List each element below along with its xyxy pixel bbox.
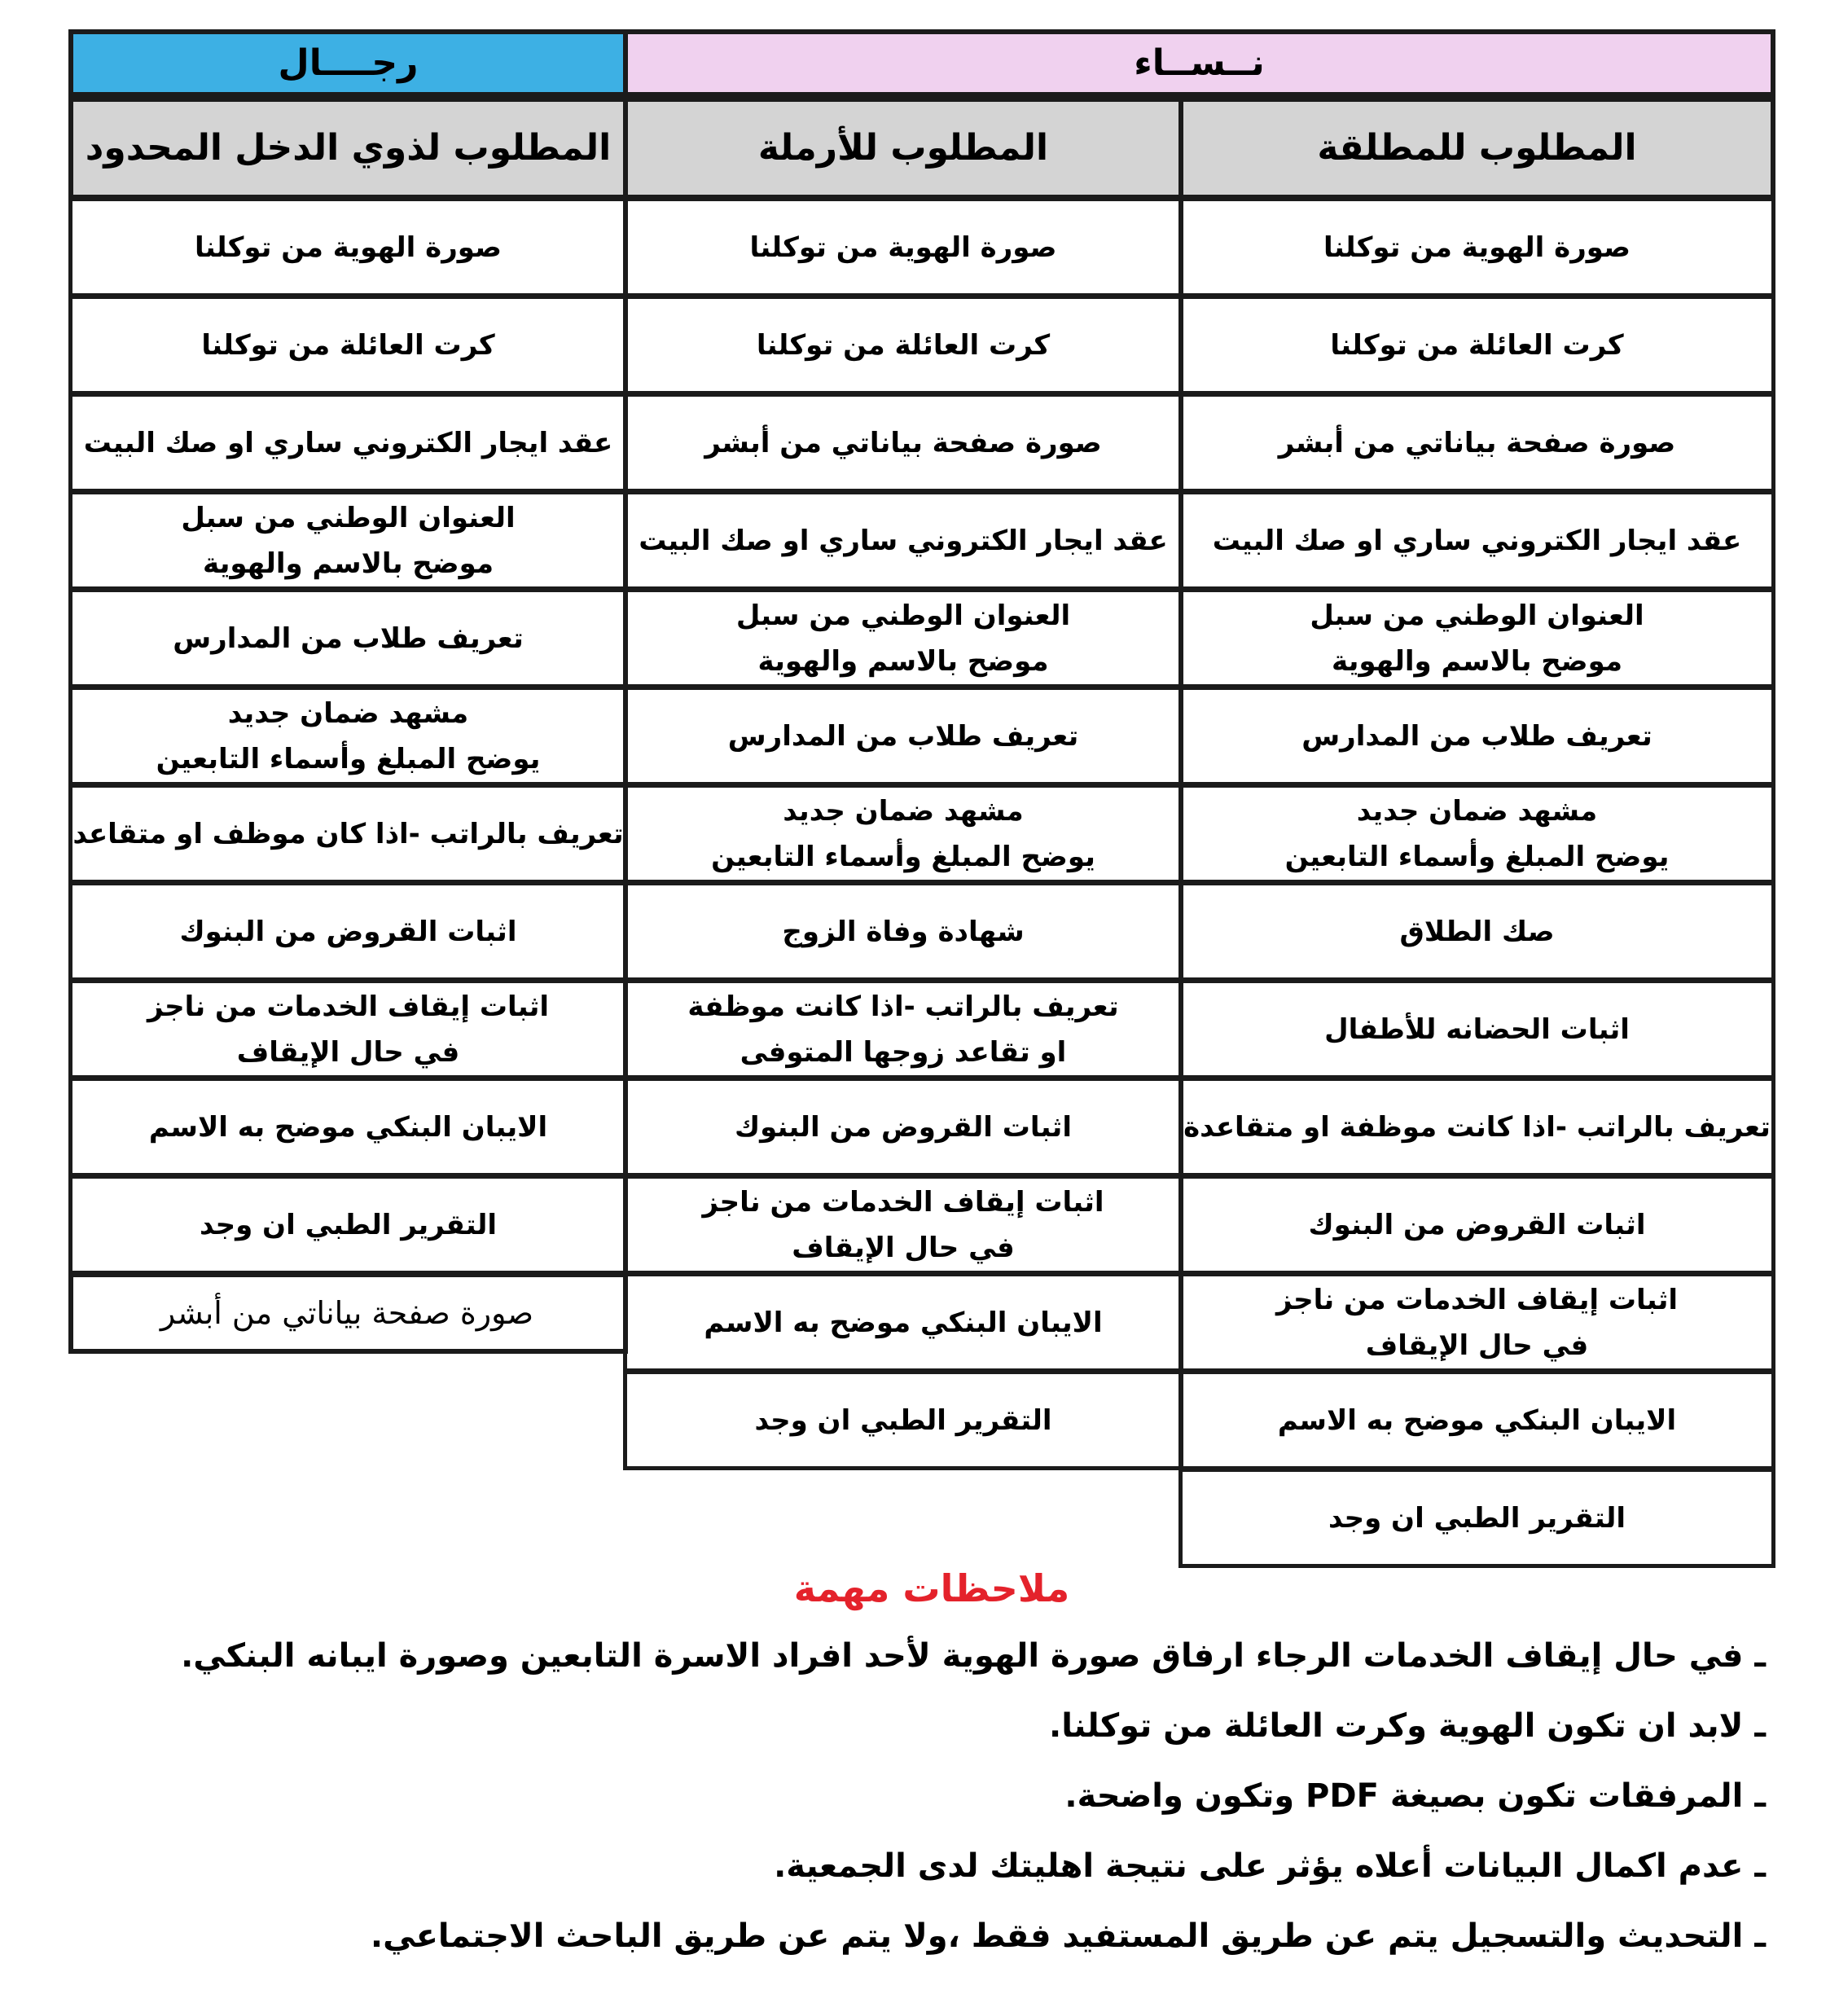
requirement-text: يوضح المبلغ وأسماء التابعين (1284, 840, 1670, 873)
note-item: ـ لابد ان تكون الهوية وكرت العائلة من توكلنا. (1049, 1707, 1766, 1745)
widow-requirement-row (623, 588, 1183, 688)
requirement-text: اثبات إيقاف الخدمات من ناجز (1275, 1283, 1679, 1316)
note-item: ـ التحديث والتسجيل يتم عن طريق المستفيد فقط ،ولا يتم عن طريق الباحث الاجتماعي. (370, 1917, 1766, 1955)
requirement-text: شهادة وفاة الزوج (782, 915, 1025, 948)
divorced-requirement-row (1178, 1370, 1775, 1470)
women-header-label: نــســاء (1134, 42, 1265, 84)
requirement-text: تعريف بالراتب -اذا كان موظف او متقاعد (72, 817, 624, 850)
widow-requirement-row (623, 197, 1183, 297)
low-income-extra-row (68, 1272, 628, 1354)
low-income-requirement-row (68, 1077, 628, 1177)
low-income-title-text: المطلوب لذوي الدخل المحدود (85, 127, 612, 169)
requirement-text: اثبات القروض من البنوك (1308, 1208, 1646, 1241)
divorced-requirement-row (1178, 881, 1775, 982)
requirement-text: تعريف طلاب من المدارس (1301, 719, 1652, 753)
requirement-text: موضح بالاسم والهوية (757, 644, 1049, 678)
requirement-text: كرت العائلة من توكلنا (756, 328, 1051, 362)
requirement-text: تعريف طلاب من المدارس (727, 719, 1079, 753)
low-income-requirement-row (68, 784, 628, 884)
divorced-requirement-row (1178, 979, 1775, 1079)
requirement-text: مشهد ضمان جديد (227, 696, 469, 730)
divorced-requirement-row (1178, 295, 1775, 395)
widow-requirement-row (623, 979, 1183, 1079)
divorced-requirement-row (1178, 197, 1775, 297)
widow-requirement-row (623, 1077, 1183, 1177)
requirement-text: اثبات إيقاف الخدمات من ناجز (147, 990, 550, 1023)
widow-title (623, 97, 1183, 200)
low-income-requirement-row (68, 197, 628, 297)
widow-requirement-row (623, 295, 1183, 395)
requirement-text: العنوان الوطني من سبل (1310, 599, 1644, 632)
requirement-text: العنوان الوطني من سبل (735, 599, 1071, 632)
requirement-text: اثبات القروض من البنوك (735, 1110, 1072, 1144)
requirement-text: موضح بالاسم والهوية (202, 547, 494, 580)
divorced-requirement-row (1178, 588, 1775, 688)
requirement-text: في حال الإيقاف (1365, 1329, 1589, 1362)
low-income-requirement-row (68, 588, 628, 688)
requirement-text: الايبان البنكي موضح به الاسم (704, 1306, 1103, 1339)
requirement-text: صورة صفحة بياناتي من أبشر (160, 1295, 533, 1331)
divorced-title-text: المطلوب للمطلقة (1317, 127, 1637, 169)
widow-requirement-row (623, 881, 1183, 982)
men-header-label: رجــــال (278, 42, 419, 84)
divorced-requirement-row (1178, 1077, 1775, 1177)
note-item: ـ عدم اكمال البيانات أعلاه يؤثر على نتيجة اهليتك لدى الجمعية. (774, 1847, 1766, 1885)
requirement-text: اثبات الحضانه للأطفال (1324, 1012, 1630, 1046)
requirement-text: في حال الإيقاف (236, 1035, 460, 1069)
low-income-requirement-row (68, 393, 628, 493)
divorced-requirement-row (1178, 490, 1775, 591)
widow-requirement-row (623, 393, 1183, 493)
requirement-text: اثبات إيقاف الخدمات من ناجز (702, 1185, 1104, 1219)
divorced-requirement-row (1178, 1272, 1775, 1373)
requirement-text: صورة الهوية من توكلنا (195, 231, 502, 264)
divorced-requirement-row (1178, 686, 1775, 786)
requirement-text: تعريف بالراتب -اذا كانت موظفة او متقاعدة (1183, 1110, 1771, 1144)
requirement-text: صورة الهوية من توكلنا (749, 231, 1057, 264)
requirement-text: تعريف بالراتب -اذا كانت موظفة (687, 990, 1119, 1023)
requirement-text: موضح بالاسم والهوية (1331, 644, 1623, 678)
requirement-text: مشهد ضمان جديد (783, 794, 1024, 828)
notes-title: ملاحظات مهمة (793, 1566, 1070, 1610)
divorced-requirement-row (1178, 1175, 1775, 1275)
widow-requirement-row (623, 490, 1183, 591)
widow-requirement-row (623, 1175, 1183, 1275)
requirement-text: العنوان الوطني من سبل (181, 501, 516, 534)
requirement-text: صك الطلاق (1399, 915, 1555, 948)
requirement-text: التقرير الطبي ان وجد (199, 1208, 498, 1241)
divorced-title (1178, 97, 1775, 200)
men-header (68, 29, 628, 97)
requirement-text: يوضح المبلغ وأسماء التابعين (156, 742, 541, 775)
requirement-text: الايبان البنكي موضح به الاسم (148, 1110, 548, 1144)
requirement-text: عقد ايجار الكتروني ساري او صك البيت (83, 426, 613, 459)
requirement-text: كرت العائلة من توكلنا (1330, 328, 1624, 362)
divorced-requirement-row (1178, 1468, 1775, 1568)
notes-list (98, 1621, 1766, 1971)
low-income-requirement-row (68, 881, 628, 982)
requirement-text: صورة الهوية من توكلنا (1323, 231, 1631, 264)
notes-section (98, 1556, 1766, 1971)
requirement-text: اثبات القروض من البنوك (179, 915, 517, 948)
requirement-text: كرت العائلة من توكلنا (201, 328, 495, 362)
widow-title-text: المطلوب للأرملة (757, 127, 1049, 169)
widow-requirement-row (623, 1272, 1183, 1373)
low-income-requirement-row (68, 979, 628, 1079)
requirement-text: عقد ايجار الكتروني ساري او صك البيت (1212, 524, 1742, 557)
low-income-requirement-row (68, 686, 628, 786)
widow-requirement-row (623, 686, 1183, 786)
requirement-text: عقد ايجار الكتروني ساري او صك البيت (639, 524, 1168, 557)
divorced-requirement-row (1178, 784, 1775, 884)
requirement-text: تعريف طلاب من المدارس (173, 621, 524, 655)
note-item: ـ في حال إيقاف الخدمات الرجاء ارفاق صورة الهوية لأحد افراد الاسرة التابعين وصورة ايبانه البنكي. (181, 1637, 1766, 1675)
low-income-requirement-row (68, 295, 628, 395)
low-income-requirement-row (68, 1175, 628, 1275)
requirement-text: او تقاعد زوجها المتوفى (740, 1035, 1067, 1069)
note-item: ـ المرفقات تكون بصيغة PDF وتكون واضحة. (1064, 1777, 1766, 1815)
requirement-text: في حال الإيقاف (792, 1231, 1015, 1264)
requirement-text: صورة صفحة بياناتي من أبشر (1278, 426, 1676, 459)
requirement-text: صورة صفحة بياناتي من أبشر (704, 426, 1102, 459)
widow-requirement-row (623, 1370, 1183, 1470)
divorced-requirement-row (1178, 393, 1775, 493)
requirement-text: التقرير الطبي ان وجد (1328, 1501, 1626, 1535)
requirement-text: الايبان البنكي موضح به الاسم (1277, 1403, 1677, 1437)
low-income-requirement-row (68, 490, 628, 591)
requirement-text: التقرير الطبي ان وجد (754, 1403, 1052, 1437)
requirement-text: يوضح المبلغ وأسماء التابعين (711, 840, 1095, 873)
low-income-title (68, 97, 628, 200)
women-header (623, 29, 1775, 97)
requirement-text: مشهد ضمان جديد (1356, 794, 1598, 828)
widow-requirement-row (623, 784, 1183, 884)
